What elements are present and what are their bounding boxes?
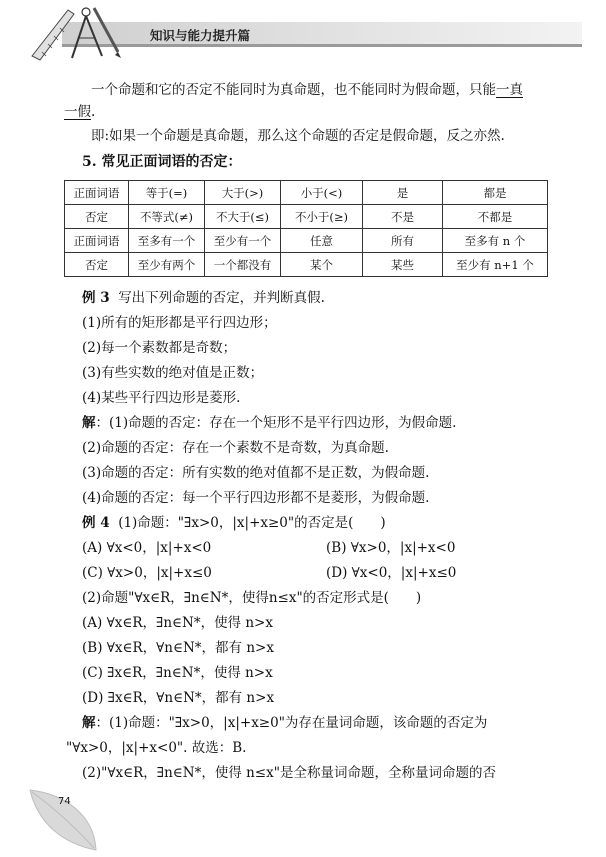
example4-solution-label: 解: [82, 715, 96, 731]
table-cell: 不大于(≤): [205, 205, 281, 229]
example4-solution-1-cont: "∀x>0，|x|+x<0". 故选：B.: [66, 740, 247, 756]
table-cell: 大于(>): [205, 181, 281, 205]
header-band: [62, 22, 582, 44]
example4-q1-option-d: (D) ∀x<0，|x|+x≤0: [326, 565, 457, 581]
table-cell: 都是: [443, 181, 548, 205]
example3-solution-1: [82, 413, 456, 433]
example3-solution-2: (2)命题的否定：存在一个素数不是奇数，为真命题.: [82, 440, 389, 456]
table-cell: 任意: [281, 229, 363, 253]
table-cell: 小于(<): [281, 181, 363, 205]
example4-question-2: (2)命题"∀x∈R，∃n∈N*，使得n≤x"的否定形式是( ): [82, 590, 422, 606]
table-row: [65, 205, 548, 229]
example4-q2-option-b: (B) ∀x∈R，∀n∈N*，都有 n>x: [82, 640, 274, 656]
example3-label: 例 3: [82, 290, 110, 306]
table-cell: 不小于(≥): [281, 205, 363, 229]
table-cell: 至少有一个: [205, 229, 281, 253]
compass-ruler-icon: [28, 4, 128, 62]
intro-underlined-text: 一真: [496, 82, 523, 98]
example4-q1: (1)命题："∃x>0，|x|+x≥0"的否定是( ): [118, 515, 386, 531]
table-row: [65, 181, 548, 205]
table-row: [65, 229, 548, 253]
table-cell: 不是: [363, 205, 443, 229]
leaf-decoration-icon: [24, 784, 104, 854]
example3-solution-3: (3)命题的否定：所有实数的绝对值都不是正数，为假命题.: [82, 465, 430, 481]
example4-q1-option-a: (A) ∀x<0，|x|+x<0: [82, 540, 212, 556]
table-cell: 不都是: [443, 205, 548, 229]
header-stripe: [62, 44, 582, 47]
example3-prompt: 写出下列命题的否定，并判断真假.: [118, 290, 325, 306]
example4-q2-option-d: (D) ∃x∈R，∀n∈N*，都有 n>x: [82, 690, 275, 706]
table-cell: 正面词语: [65, 181, 129, 205]
table-row: [65, 253, 548, 277]
table-cell: 正面词语: [65, 229, 129, 253]
header-title: 知识与能力提升篇: [150, 28, 251, 43]
example4-solution-1: [82, 713, 487, 733]
intro-converse: 即:如果一个命题是真命题，那么这个命题的否定是假命题，反之亦然.: [91, 128, 505, 144]
table-cell: 不等式(≠): [129, 205, 205, 229]
example4-q2-option-c: (C) ∃x∈R，∃n∈N*，使得 n>x: [82, 665, 273, 681]
example4-solution-2: (2)"∀x∈R，∃n∈N*，使得 n≤x"是全称量词命题，全称量词命题的否: [82, 765, 496, 781]
example4-solution-text: ：(1)命题："∃x>0，|x|+x≥0"为存在量词命题，该命题的否定为: [95, 715, 488, 731]
table-cell: 某个: [281, 253, 363, 277]
example3-solution-label: 解: [82, 415, 96, 431]
table-cell: 是: [363, 181, 443, 205]
intro-paragraph-cont: [64, 101, 554, 123]
intro-text: 一个命题和它的否定不能同时为真命题，也不能同时为假命题，只能: [91, 82, 496, 98]
section-title: 5. 常见正面词语的否定：: [82, 154, 242, 170]
example3-solution-4: (4)命题的否定：每一个平行四边形都不是菱形，为假命题.: [82, 490, 430, 506]
example4-q1-option-b: (B) ∀x>0，|x|+x<0: [326, 540, 456, 556]
example3-item-3: (3)有些实数的绝对值是正数；: [82, 365, 264, 381]
table-cell: 所有: [363, 229, 443, 253]
intro-paragraph: [64, 79, 554, 101]
example4-label: 例 4: [82, 515, 110, 531]
example3-prompt-line: [82, 288, 325, 308]
table-cell: 一个都没有: [205, 253, 281, 277]
example3-item-1: (1)所有的矩形都是平行四边形；: [82, 315, 277, 331]
intro-underlined-text-2: 一假: [64, 104, 91, 120]
negation-table: [64, 180, 548, 277]
table-cell: 否定: [65, 253, 129, 277]
table-cell: 至多有 n 个: [443, 229, 548, 253]
example3-item-4: (4)某些平行四边形是菱形.: [82, 390, 241, 406]
page-number: 74: [58, 796, 71, 807]
example4-q2-option-a: (A) ∀x∈R，∃n∈N*，使得 n>x: [82, 615, 273, 631]
example3-item-2: (2)每一个素数都是奇数；: [82, 340, 237, 356]
table-cell: 至少有 n+1 个: [443, 253, 548, 277]
table-cell: 否定: [65, 205, 129, 229]
table-cell: 至多有一个: [129, 229, 205, 253]
example3-solution-text: ：(1)命题的否定：存在一个矩形不是平行四边形，为假命题.: [95, 415, 457, 431]
table-cell: 某些: [363, 253, 443, 277]
example4-question-1: [82, 513, 386, 533]
example4-q1-option-c: (C) ∀x>0，|x|+x≤0: [82, 565, 212, 581]
table-cell: 至少有两个: [129, 253, 205, 277]
table-cell: 等于(=): [129, 181, 205, 205]
intro-period: .: [91, 104, 96, 120]
